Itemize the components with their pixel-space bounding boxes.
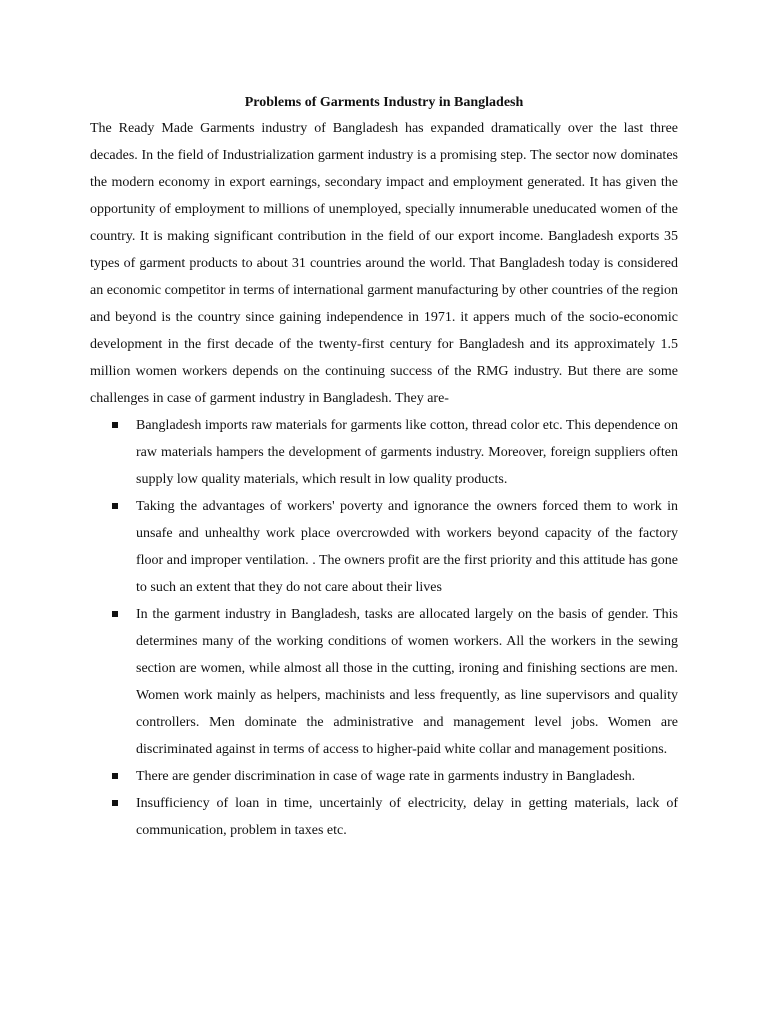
square-bullet-icon bbox=[112, 800, 118, 806]
list-item bbox=[90, 601, 678, 763]
list-item-text: Insufficiency of loan in time, uncertainly of electricity, delay in getting materials, lack of communication, problem in taxes etc. bbox=[136, 796, 678, 838]
list-item bbox=[90, 763, 678, 790]
intro-paragraph: The Ready Made Garments industry of Bangladesh has expanded dramatically over the last three decades. In the field of Industrialization garment industry is a promising step. The sector now dominates the modern economy in export earnings, secondary impact and employment generated. It has given the opportunity of employment to millions of unemployed, specially innumerable uneducated women of the country. It is making significant contribution in the field of our export income. Bangladesh exports 35 types of garment products to about 31 countries around the world. That Bangladesh today is considered an economic competitor in terms of international garment manufacturing by other countries of the region and beyond is the country since gaining independence in 1971. it appers much of the socio-economic development in the first decade of the twenty-first century for Bangladesh and its approximately 1.5 million women workers depends on the continuing success of the RMG industry. But there are some challenges in case of garment industry in Bangladesh. They are- bbox=[90, 121, 678, 406]
list-item bbox=[90, 493, 678, 601]
list-item-text: Taking the advantages of workers' poverty and ignorance the owners forced them to work in unsafe and unhealthy work place overcrowded with workers beyond capacity of the factory floor and improper ventilation. . The owners profit are the first priority and this attitude has gone to such an extent that they do not care about their lives bbox=[136, 499, 678, 595]
square-bullet-icon bbox=[112, 611, 118, 617]
list-item-text: Bangladesh imports raw materials for garments like cotton, thread color etc. This dependence on raw materials hampers the development of garments industry. Moreover, foreign suppliers often supply low quality materials, which result in low quality products. bbox=[136, 418, 678, 487]
list-item bbox=[90, 412, 678, 493]
square-bullet-icon bbox=[112, 422, 118, 428]
challenges-list bbox=[90, 412, 678, 844]
list-item-text: There are gender discrimination in case of wage rate in garments industry in Bangladesh. bbox=[136, 769, 636, 784]
list-item bbox=[90, 790, 678, 844]
square-bullet-icon bbox=[112, 773, 118, 779]
list-item-text: In the garment industry in Bangladesh, tasks are allocated largely on the basis of gender. This determines many of the working conditions of women workers. All the workers in the sewing section are women, while almost all those in the cutting, ironing and finishing sections are men. Women work mainly as helpers, machinists and less frequently, as line supervisors and quality controllers. Men dominate the administrative and management level jobs. Women are discriminated against in terms of access to higher-paid white collar and management positions. bbox=[136, 607, 678, 757]
document-title: Problems of Garments Industry in Bangladesh bbox=[244, 95, 524, 110]
document-page bbox=[90, 93, 678, 844]
square-bullet-icon bbox=[112, 503, 118, 509]
